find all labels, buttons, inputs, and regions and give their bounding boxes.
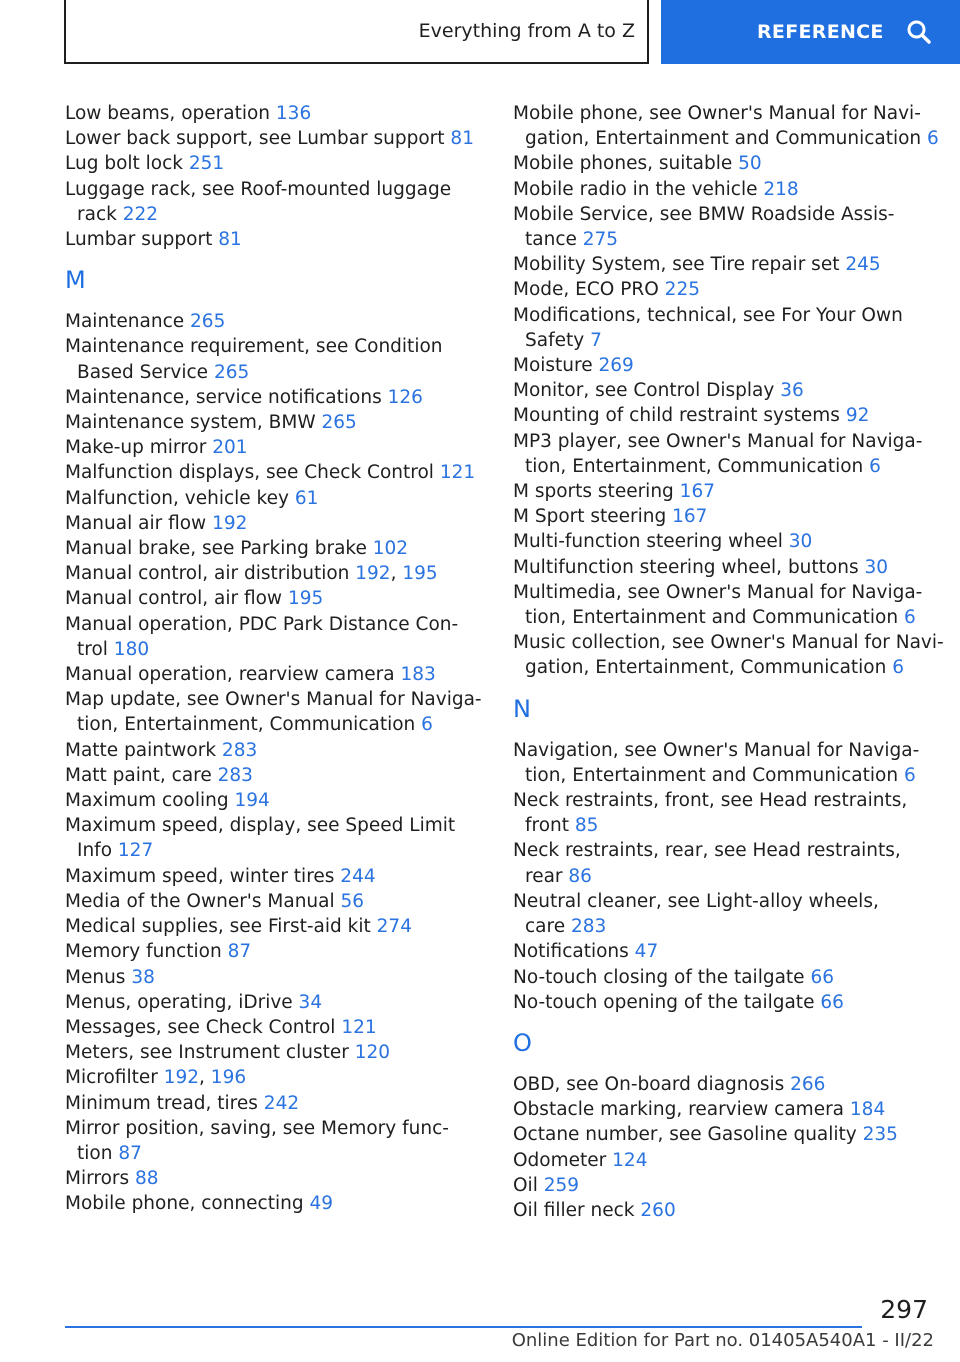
page-link[interactable]: 136: [275, 103, 312, 124]
entry-text: tion, Entertainment, Communication: [525, 455, 870, 477]
entry-text: Menus: [65, 966, 132, 988]
page-link[interactable]: 120: [354, 1042, 391, 1064]
index-entry: [65, 536, 485, 561]
entry-text: Safety: [525, 329, 591, 351]
entry-text: care: [525, 916, 571, 938]
page-link[interactable]: 192: [355, 563, 391, 585]
index-entry: [65, 788, 485, 813]
entry-text: Medical supplies, see First-aid kit: [65, 916, 377, 938]
index-entry: [65, 460, 485, 485]
index-entry: [513, 378, 933, 403]
index-entry: [65, 561, 485, 586]
page-link[interactable]: 47: [634, 941, 659, 963]
page-number: 297: [880, 1295, 928, 1324]
entry-text: Manual control, air flow: [65, 588, 288, 610]
entry-text: Navigation, see Owner's Manual for Naviga-: [513, 739, 920, 761]
page-link[interactable]: 196: [210, 1067, 247, 1089]
index-entry: [513, 177, 933, 202]
page-link[interactable]: 195: [287, 588, 324, 610]
page-link[interactable]: 265: [321, 412, 357, 434]
entry-text: ,: [199, 1067, 211, 1089]
page-link[interactable]: 265: [190, 311, 226, 333]
page-link[interactable]: 87: [118, 1142, 142, 1164]
page-link[interactable]: 183: [400, 664, 436, 686]
index-entry: [513, 403, 933, 428]
page-link[interactable]: 195: [402, 563, 438, 585]
entry-text: Moisture: [513, 355, 599, 377]
entry-text: ,: [390, 563, 403, 585]
index-entry: [65, 1166, 485, 1191]
entry-text: Obstacle marking, rearview camera: [513, 1099, 850, 1121]
entry-text: Media of the Owner's Manual: [65, 890, 341, 912]
index-entry: [65, 1015, 485, 1040]
index-entry: [65, 990, 485, 1015]
index-entry: [65, 738, 485, 763]
entry-text: Modifications, technical, see For Your Own: [513, 304, 903, 326]
index-entry: [65, 864, 485, 889]
entry-text: trol: [77, 638, 114, 660]
entry-text: Maintenance system, BMW: [65, 412, 322, 434]
page-link[interactable]: 269: [598, 355, 634, 377]
entry-text: Mobile phones, suitable: [513, 153, 739, 175]
index-entry: [65, 813, 485, 863]
entry-text: Lumbar support: [65, 229, 219, 251]
page-link[interactable]: 88: [135, 1168, 159, 1190]
page-link[interactable]: 251: [188, 153, 225, 175]
entry-text: MP3 player, see Owner's Manual for Naviga-: [513, 430, 923, 452]
page-link[interactable]: 81: [218, 229, 242, 251]
index-entry: [513, 889, 933, 939]
entry-text: Matte paintwork: [65, 739, 222, 761]
header-section-box: [64, 0, 649, 64]
index-entry: [65, 612, 485, 662]
entry-text: Music collection, see Owner's Manual for Navi-: [513, 632, 944, 654]
page-link[interactable]: 235: [862, 1124, 898, 1146]
section-title: Everything from A to Z: [418, 20, 635, 42]
page-link[interactable]: 180: [113, 638, 150, 660]
index-column-right: [513, 101, 944, 1223]
index-entry: [65, 1191, 485, 1216]
page-link[interactable]: 274: [376, 916, 412, 938]
page-link[interactable]: 265: [213, 361, 250, 383]
index-entry: [65, 177, 485, 227]
page-link[interactable]: 127: [117, 840, 154, 862]
entry-text: Notifications: [513, 941, 635, 963]
entry-text: Based Service: [77, 361, 214, 383]
page-link[interactable]: 167: [679, 481, 715, 503]
entry-text: Multimedia, see Owner's Manual for Naviga-: [513, 581, 923, 603]
entry-text: Manual control, air distribution: [65, 563, 356, 585]
index-entry: [513, 788, 933, 838]
index-entry: [513, 555, 933, 580]
index-entry: [513, 1097, 933, 1122]
entry-text: Matt paint, care: [65, 764, 218, 786]
index-entry: [65, 889, 485, 914]
page-link[interactable]: 38: [131, 966, 155, 988]
entry-text: Mounting of child restraint systems: [513, 405, 846, 427]
index-letter-heading: O: [513, 1028, 532, 1057]
entry-text: Maximum speed, winter tires: [65, 865, 341, 887]
index-entry: [65, 309, 485, 334]
entry-text: Maintenance: [65, 311, 191, 333]
entry-text: front: [525, 815, 575, 837]
entry-text: Multifunction steering wheel, buttons: [513, 556, 865, 578]
page-link[interactable]: 121: [341, 1016, 377, 1038]
entry-text: tion, Entertainment, Communication: [77, 714, 422, 736]
page-link[interactable]: 7: [590, 329, 602, 351]
page-link[interactable]: 66: [820, 991, 844, 1013]
entry-text: Lower back support, see Lumbar support: [65, 128, 451, 150]
index-entry: [65, 227, 485, 252]
index-entry: [65, 151, 485, 176]
index-entry: [513, 479, 933, 504]
page-link[interactable]: 167: [672, 506, 708, 528]
index-entry: [65, 511, 485, 536]
page-link[interactable]: 184: [849, 1099, 886, 1121]
entry-text: tion, Entertainment and Communication: [525, 764, 904, 786]
page-link[interactable]: 92: [845, 405, 870, 427]
entry-text: tance: [525, 229, 583, 251]
entry-text: Low beams, operation: [65, 103, 276, 124]
page-link[interactable]: 6: [927, 128, 939, 150]
index-entry: [513, 738, 933, 788]
entry-text: Messages, see Check Control: [65, 1016, 342, 1038]
index-entry: [65, 586, 485, 611]
index-entry: [513, 1072, 933, 1097]
page-link[interactable]: 6: [421, 714, 433, 736]
entry-text: OBD, see On-board diagnosis: [513, 1073, 791, 1095]
entry-text: Maintenance, service notifications: [65, 386, 388, 408]
page-link[interactable]: 81: [450, 128, 474, 150]
index-entry: [513, 504, 933, 529]
index-entry: [513, 939, 933, 964]
index-entry: [65, 914, 485, 939]
entry-text: Mirrors: [65, 1168, 136, 1190]
index-entry: [65, 486, 485, 511]
page-link[interactable]: 259: [543, 1174, 580, 1196]
entry-text: gation, Entertainment, Communication: [525, 657, 893, 679]
header-chapter-tab[interactable]: [661, 0, 960, 64]
entry-text: M Sport steering: [513, 506, 673, 528]
index-entry: [513, 202, 933, 252]
page-link[interactable]: 6: [903, 607, 916, 629]
page-link[interactable]: 283: [221, 739, 258, 761]
page-link[interactable]: 218: [763, 178, 799, 200]
index-entry: [65, 763, 485, 788]
page-link[interactable]: 102: [372, 538, 409, 560]
page-link[interactable]: 242: [263, 1092, 300, 1114]
page-link[interactable]: 6: [903, 764, 916, 786]
entry-text: Octane number, see Gasoline quality: [513, 1124, 863, 1146]
page-link[interactable]: 283: [217, 764, 253, 786]
entry-text: Neutral cleaner, see Light-alloy wheels,: [513, 890, 879, 912]
page-link[interactable]: 192: [163, 1067, 200, 1089]
entry-text: Mobile phone, connecting: [65, 1193, 310, 1215]
entry-text: Multi-function steering wheel: [513, 531, 789, 553]
index-entry: [513, 1198, 933, 1223]
index-entry: [513, 303, 933, 353]
page-link[interactable]: 87: [227, 941, 252, 963]
chapter-label: REFERENCE: [757, 21, 884, 43]
entry-text: Mobile Service, see BMW Roadside Assis-: [513, 203, 895, 225]
page-link[interactable]: 225: [664, 279, 700, 301]
entry-text: Manual operation, rearview camera: [65, 664, 401, 686]
entry-text: Maintenance requirement, see Condition: [65, 336, 443, 358]
page-link[interactable]: 222: [122, 203, 159, 225]
page-link[interactable]: 192: [212, 512, 248, 534]
entry-text: Minimum tread, tires: [65, 1092, 264, 1114]
entry-text: tion, Entertainment and Communication: [525, 607, 904, 629]
entry-text: Luggage rack, see Roof-mounted luggage: [65, 178, 452, 200]
index-entry: [65, 687, 485, 737]
index-entry: [513, 529, 933, 554]
edition-note: Online Edition for Part no. 01405A540A1 - II/22: [511, 1330, 934, 1351]
page-link[interactable]: 86: [568, 865, 592, 887]
index-entry: [65, 101, 485, 126]
entry-text: Odometer: [513, 1149, 613, 1171]
index-entry: [513, 838, 933, 888]
index-entry: [65, 435, 485, 460]
index-entry: [513, 429, 933, 479]
entry-text: gation, Entertainment and Communication: [525, 128, 928, 150]
page-link[interactable]: 244: [340, 865, 376, 887]
entry-text: Oil: [513, 1174, 544, 1196]
search-icon[interactable]: [906, 19, 932, 45]
entry-text: Map update, see Owner's Manual for Naviga-: [65, 689, 482, 711]
entry-text: Make-up mirror: [65, 437, 213, 459]
page-link[interactable]: 201: [212, 437, 248, 459]
index-entry: [65, 662, 485, 687]
entry-text: Oil filler neck: [513, 1199, 641, 1221]
entry-text: Memory function: [65, 941, 228, 963]
entry-text: Manual brake, see Parking brake: [65, 538, 373, 560]
entry-text: Manual operation, PDC Park Distance Con-: [65, 613, 459, 635]
index-entry: [513, 580, 933, 630]
index-entry: [513, 1148, 933, 1173]
entry-text: Mobile radio in the vehicle: [513, 178, 764, 200]
page-link[interactable]: 34: [298, 991, 323, 1013]
index-entry: [513, 990, 933, 1015]
index-letter-heading: M: [65, 266, 86, 295]
page-link[interactable]: 36: [780, 380, 804, 402]
index-entry: [513, 1122, 933, 1147]
index-entry: [65, 1091, 485, 1116]
entry-text: Neck restraints, rear, see Head restraints,: [513, 840, 901, 862]
entry-text: Menus, operating, iDrive: [65, 991, 299, 1013]
index-entry: [65, 410, 485, 435]
page-link[interactable]: 6: [892, 657, 905, 679]
index-entry: [65, 126, 485, 151]
page-link[interactable]: 275: [582, 229, 619, 251]
page-link[interactable]: 126: [387, 386, 423, 408]
entry-text: rear: [525, 865, 569, 887]
index-entry: [65, 965, 485, 990]
entry-text: Maximum cooling: [65, 790, 235, 812]
page-link[interactable]: 121: [439, 462, 476, 484]
entry-text: Mirror position, saving, see Memory func-: [65, 1117, 449, 1139]
index-entry: [65, 385, 485, 410]
page-link[interactable]: 124: [612, 1149, 648, 1171]
entry-text: Mode, ECO PRO: [513, 279, 665, 301]
entry-text: tion: [77, 1142, 119, 1164]
entry-text: No-touch opening of the tailgate: [513, 991, 821, 1013]
entry-text: Mobile phone, see Owner's Manual for Navi-: [513, 103, 921, 124]
page-link[interactable]: 266: [790, 1073, 826, 1095]
page-link[interactable]: 30: [788, 531, 813, 553]
page-link[interactable]: 260: [640, 1199, 676, 1221]
entry-text: Microfilter: [65, 1067, 164, 1089]
entry-text: No-touch closing of the tailgate: [513, 966, 811, 988]
entry-text: Info: [77, 840, 118, 862]
index-entry: [513, 630, 944, 680]
index-entry: [65, 334, 485, 384]
entry-text: rack: [77, 203, 123, 225]
index-entry: [65, 1116, 485, 1166]
entry-text: M sports steering: [513, 481, 680, 503]
index-entry: [65, 1040, 485, 1065]
entry-text: Neck restraints, front, see Head restraints,: [513, 790, 908, 812]
index-entry: [513, 101, 939, 151]
index-entry: [65, 939, 485, 964]
index-entry: [513, 277, 933, 302]
page-link[interactable]: 85: [574, 815, 599, 837]
index-letter-heading: N: [513, 694, 531, 723]
index-entry: [65, 1065, 485, 1090]
entry-text: Malfunction, vehicle key: [65, 487, 295, 509]
index-entry: [513, 151, 933, 176]
footer-divider: [65, 1326, 862, 1328]
page-link[interactable]: 194: [234, 790, 270, 812]
page-link[interactable]: 49: [309, 1193, 334, 1215]
page-link[interactable]: 30: [864, 556, 889, 578]
entry-text: Manual air flow: [65, 512, 213, 534]
entry-text: Mobility System, see Tire repair set: [513, 254, 846, 276]
page-link[interactable]: 61: [294, 487, 319, 509]
index-column-left: [65, 101, 485, 1217]
page-link[interactable]: 6: [869, 455, 881, 477]
index-entry: [513, 252, 933, 277]
entry-text: Maximum speed, display, see Speed Limit: [65, 815, 456, 837]
page-link[interactable]: 245: [845, 254, 881, 276]
page-link[interactable]: 66: [810, 966, 834, 988]
entry-text: Monitor, see Control Display: [513, 380, 781, 402]
index-entry: [513, 353, 933, 378]
entry-text: Meters, see Instrument cluster: [65, 1042, 355, 1064]
page-link[interactable]: 50: [738, 153, 762, 175]
page-link[interactable]: 283: [570, 916, 607, 938]
entry-text: Lug bolt lock: [65, 153, 189, 175]
page-link[interactable]: 56: [340, 890, 365, 912]
entry-text: Malfunction displays, see Check Control: [65, 462, 440, 484]
index-entry: [513, 1173, 933, 1198]
index-entry: [513, 965, 933, 990]
